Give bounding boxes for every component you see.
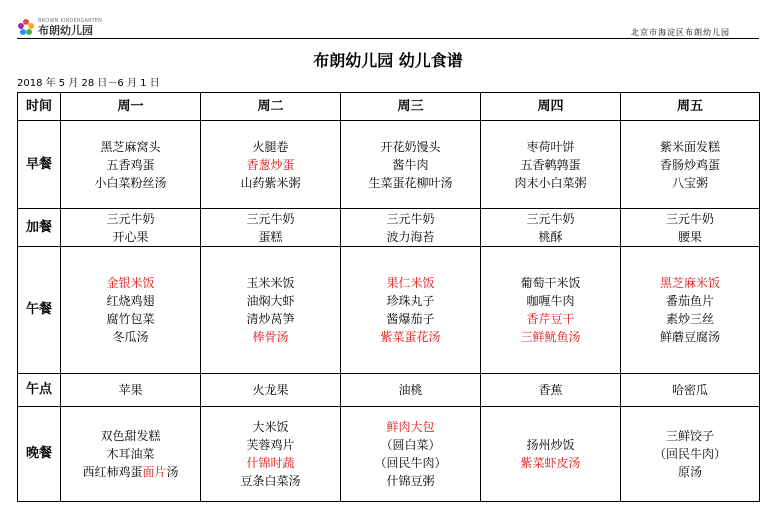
dish-item: 油桃 (398, 382, 423, 397)
dish-item: 果仁米饭 (386, 275, 435, 290)
menu-cell (481, 247, 621, 373)
dish-item: 木耳油菜 (106, 446, 155, 461)
dish-item: 开花奶馒头 (380, 139, 441, 154)
dish-item: 蛋糕 (258, 229, 283, 244)
dish-item: 玉米米饭 (246, 275, 295, 290)
menu-cell (481, 406, 621, 501)
dish-item: 火腿卷 (252, 139, 289, 154)
dish-item: 香肠炒鸡蛋 (659, 157, 720, 172)
meal-row-dinner (18, 406, 760, 501)
meal-row-snack (18, 209, 760, 247)
meal-label: 午餐 (18, 247, 61, 373)
dish-item: 酱牛肉 (392, 157, 429, 172)
dish-item: （回民牛肉） (374, 455, 447, 470)
dish-item: 素炒三丝 (665, 311, 714, 326)
header-divider (17, 38, 759, 39)
menu-cell (61, 209, 201, 247)
dish-item: 三元牛奶 (386, 211, 435, 226)
dish-item: 红烧鸡翅 (106, 293, 155, 308)
dish-item: 腐竹包菜 (106, 311, 155, 326)
dish-item: 五香鸡蛋 (106, 157, 155, 172)
logo-small-text: BROWN KINDERGARTEN (38, 17, 103, 24)
menu-cell (201, 373, 341, 406)
meal-label: 早餐 (18, 121, 61, 209)
dish-item: 小白菜粉丝汤 (94, 175, 167, 190)
dish-item: （圆白菜） (380, 437, 441, 452)
menu-cell (621, 247, 760, 373)
dish-item (61, 463, 200, 481)
dish-item: 鲜蘑豆腐汤 (659, 329, 720, 344)
dish-item: 三元牛奶 (665, 211, 714, 226)
menu-cell (621, 373, 760, 406)
dish-item: 三鲜饺子 (665, 428, 714, 443)
dish-item: 紫菜虾皮汤 (520, 455, 581, 470)
dish-item: 鲜肉大包 (386, 419, 435, 434)
dish-item: 清炒莴笋 (246, 311, 295, 326)
meal-label: 晚餐 (18, 406, 61, 501)
day-header: 周一 (61, 93, 201, 121)
date-range: 2018 年 5 月 28 日－6 月 1 日 (17, 78, 160, 89)
dish-item: 黑芝麻米饭 (659, 275, 720, 290)
dish-item: 棒骨汤 (252, 329, 289, 344)
dish-item: 什锦时蔬 (246, 455, 295, 470)
dish-item: 肉末小白菜粥 (514, 175, 587, 190)
menu-cell (61, 247, 201, 373)
menu-cell (201, 209, 341, 247)
dish-item: 大米饭 (252, 419, 289, 434)
dish-item: 芙蓉鸡片 (246, 437, 295, 452)
dish-item: 黑芝麻窝头 (100, 139, 161, 154)
menu-cell (201, 121, 341, 209)
menu-cell (621, 209, 760, 247)
dish-text: 面片 (142, 464, 167, 479)
dish-item: 什锦豆粥 (386, 473, 435, 488)
logo-name: 布朗幼儿园 (38, 23, 93, 37)
menu-cell (341, 209, 481, 247)
dish-item: 腰果 (677, 229, 702, 244)
organization-name: 北京市海淀区布朗幼儿园 (631, 28, 730, 37)
menu-cell (341, 406, 481, 501)
dish-item: （回民牛肉） (653, 446, 726, 461)
dish-item: 山药紫米粥 (240, 175, 301, 190)
menu-cell (481, 121, 621, 209)
dish-item: 油焖大虾 (246, 293, 295, 308)
menu-cell (201, 406, 341, 501)
menu-cell (621, 121, 760, 209)
dish-item: 冬瓜汤 (112, 329, 149, 344)
kindergarten-logo (17, 16, 102, 38)
dish-item: 扬州炒饭 (526, 437, 575, 452)
dish-item: 香葱炒蛋 (246, 157, 295, 172)
dish-item: 三鲜鱿鱼汤 (520, 329, 581, 344)
menu-cell (621, 406, 760, 501)
page-title: 布朗幼儿园 幼儿食谱 (313, 51, 463, 70)
dish-item: 酱爆茄子 (386, 311, 435, 326)
menu-cell (61, 373, 201, 406)
menu-cell (61, 406, 201, 501)
dish-item: 生菜蛋花柳叶汤 (368, 175, 453, 190)
day-header: 周三 (341, 93, 481, 121)
dish-item: 香芹豆干 (526, 311, 575, 326)
dish-item: 豆条白菜汤 (240, 473, 301, 488)
dish-item: 番茄鱼片 (665, 293, 714, 308)
meal-row-breakfast (18, 121, 760, 209)
dish-item: 桃酥 (538, 229, 563, 244)
menu-cell (201, 247, 341, 373)
dish-item: 五香鹌鹑蛋 (520, 157, 581, 172)
dish-item: 原汤 (677, 464, 702, 479)
dish-item: 开心果 (112, 229, 149, 244)
meal-label: 加餐 (18, 209, 61, 247)
menu-cell (341, 247, 481, 373)
day-header: 周四 (481, 93, 621, 121)
dish-item: 金银米饭 (106, 275, 155, 290)
dish-item: 八宝粥 (671, 175, 708, 190)
day-header: 周二 (201, 93, 341, 121)
dish-item: 葡萄干米饭 (520, 275, 581, 290)
dish-text: 汤 (166, 464, 179, 479)
dish-item: 三元牛奶 (526, 211, 575, 226)
meal-row-lunch (18, 247, 760, 373)
dish-item: 苹果 (118, 382, 143, 397)
dish-text: 西红柿鸡蛋 (82, 464, 143, 479)
dish-item: 火龙果 (252, 382, 289, 397)
dish-item: 哈密瓜 (671, 382, 708, 397)
menu-table (17, 92, 760, 502)
header-row (18, 93, 760, 121)
dish-item: 珍珠丸子 (386, 293, 435, 308)
menu-cell (481, 209, 621, 247)
dish-item: 紫米面发糕 (659, 139, 720, 154)
dish-item: 紫菜蛋花汤 (380, 329, 441, 344)
dish-item: 三元牛奶 (246, 211, 295, 226)
menu-cell (481, 373, 621, 406)
day-header: 周五 (621, 93, 760, 121)
dish-item: 咖喱牛肉 (526, 293, 575, 308)
menu-cell (341, 121, 481, 209)
dish-item: 枣荷叶饼 (526, 139, 575, 154)
meal-row-afternoon-snack (18, 373, 760, 406)
menu-cell (341, 373, 481, 406)
dish-item: 三元牛奶 (106, 211, 155, 226)
logo-flower-icon (17, 18, 35, 36)
dish-item: 波力海苔 (386, 229, 435, 244)
menu-cell (61, 121, 201, 209)
dish-item: 香蕉 (538, 382, 563, 397)
corner-header: 时间 (18, 93, 61, 121)
dish-item: 双色甜发糕 (100, 428, 161, 443)
meal-label: 午点 (18, 373, 61, 406)
